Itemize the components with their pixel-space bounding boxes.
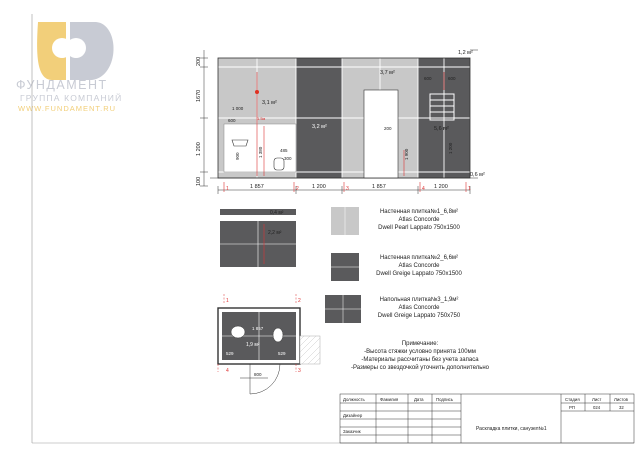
plan-dim-800: 800 — [254, 372, 262, 377]
zone-c-area-label: 3,7 м² — [380, 70, 395, 76]
dim-600: 600 — [228, 118, 236, 123]
axis-label-1: 1 — [226, 186, 229, 192]
marker-top-label: 1.5м — [257, 116, 266, 121]
legend-name: Настенная плитка№1_6,8м² — [379, 209, 459, 215]
zone-a-area-label: 3,1 м² — [262, 100, 277, 106]
dim-1380: 1 380 — [258, 146, 263, 158]
dim-200: 200 — [384, 126, 392, 131]
plan-axis-3: 3 — [298, 368, 301, 374]
tb-role-client: Заказчик — [343, 429, 361, 434]
toilet-icon — [274, 158, 284, 170]
dim-300: 300 — [284, 156, 292, 161]
dim-900: 900 — [235, 152, 240, 160]
tb-header-position: Должность — [343, 397, 365, 402]
bottom-right-area-label: 0,6 м² — [470, 172, 485, 178]
bottom-dim-1: 1 857 — [250, 184, 264, 190]
wall-elevation — [210, 58, 478, 178]
legend-product: Dwell Greige Lappato 750x1500 — [376, 271, 462, 277]
legend-item-3 — [364, 296, 474, 320]
brand-name: ФУНДАМЕНТ — [16, 78, 108, 92]
brand-subtitle: ГРУППА КОМПАНИЙ — [20, 93, 123, 103]
legend-brand: Atlas Concorde — [398, 217, 440, 223]
power-point-marker — [255, 90, 259, 94]
tb-sheet-value: 024 — [593, 405, 601, 410]
tb-stage-value: РП — [569, 405, 575, 410]
notes-line: -Высота стяжки условно принята 100мм — [364, 349, 476, 355]
left-dim-1200: 1 200 — [196, 142, 202, 156]
tb-stage-header: Стадия — [565, 397, 580, 402]
hatched-wall — [300, 336, 320, 364]
tb-sheet-header: Лист — [592, 397, 602, 402]
dim-1200-right: 1 200 — [448, 142, 453, 154]
tb-role-designer: Дизайнер — [343, 413, 363, 418]
strip-area-label: 0,4 м² — [270, 210, 284, 216]
door-opening — [364, 90, 398, 178]
dim-1900: 1 900 — [404, 148, 409, 160]
axis-label-3: 3 — [346, 186, 349, 192]
legend-name: Настенная плитка№2_6,6м² — [379, 255, 459, 261]
tb-header-surname: Фамилия — [380, 397, 399, 402]
notes-title: Примечание: — [401, 341, 439, 347]
axis-label-5: 1 — [468, 186, 471, 192]
left-dim-1670: 1670 — [196, 89, 202, 102]
left-dimension-chain — [200, 50, 208, 186]
strip-tile — [220, 209, 296, 215]
tb-sheets-header: Листов — [614, 397, 628, 402]
left-dim-100: 100 — [196, 176, 202, 186]
zone-d-area-label: 5,6 м² — [434, 126, 449, 132]
bottom-dim-3: 1 857 — [372, 184, 386, 190]
zone-b-area-label: 3,2 м² — [312, 124, 327, 130]
dim-600c: 600 — [448, 76, 456, 81]
notes-line: -Материалы рассчитаны без учета запаса — [361, 357, 479, 363]
legend-name: Напольная плитка№3_1,9м² — [379, 297, 459, 303]
legend-brand: Atlas Concorde — [398, 263, 440, 269]
sink-icon — [232, 140, 248, 146]
brand-url: WWW.FUNDAMENT.RU — [18, 104, 117, 113]
dim-600b: 600 — [424, 76, 432, 81]
bottom-dim-4: 1 200 — [434, 184, 448, 190]
legend-swatches — [325, 207, 361, 323]
plan-axis-2: 2 — [298, 298, 301, 304]
tb-header-signature: Подпись — [436, 397, 454, 402]
top-right-area-label: 1,2 м² — [458, 50, 473, 56]
plan-area-label: 1,9 м² — [246, 342, 260, 348]
legend-item-2 — [364, 254, 474, 278]
legend-product: Dwell Greige Lappato 750x750 — [377, 313, 461, 319]
dim-485: 485 — [280, 148, 288, 153]
legend-item-1 — [364, 208, 474, 232]
floor-plan — [218, 294, 320, 394]
left-dim-200: 200 — [196, 56, 202, 66]
bottom-dim-2: 1 200 — [312, 184, 326, 190]
tb-header-date: Дата — [414, 397, 424, 402]
tb-sheets-value: 32 — [619, 405, 624, 410]
plan-sink-icon — [231, 326, 245, 338]
panel-area-label: 2,2 м² — [268, 230, 282, 236]
legend-product: Dwell Pearl Lappato 750x1500 — [378, 225, 460, 231]
plan-dim-1857: 1 857 — [252, 326, 264, 331]
dim-1000: 1 000 — [232, 106, 244, 111]
legend-brand: Atlas Concorde — [398, 305, 440, 311]
axis-label-4: 4 — [422, 186, 425, 192]
plan-dim-529a: 529 — [226, 351, 234, 356]
plan-axis-4: 4 — [226, 368, 229, 374]
notes-line: -Размеры со звездочкой уточнить дополнительно — [350, 365, 490, 371]
door-swing-icon — [250, 364, 280, 394]
notes-block — [345, 340, 495, 372]
plan-axis-1: 1 — [226, 298, 229, 304]
tb-sheet-title: Раскладка плитки, санузел№1 — [476, 426, 547, 432]
plan-toilet-icon — [273, 328, 283, 342]
axis-label-2: 2 — [296, 186, 299, 192]
plan-dim-529b: 529 — [278, 351, 286, 356]
tile-strips — [220, 209, 296, 267]
